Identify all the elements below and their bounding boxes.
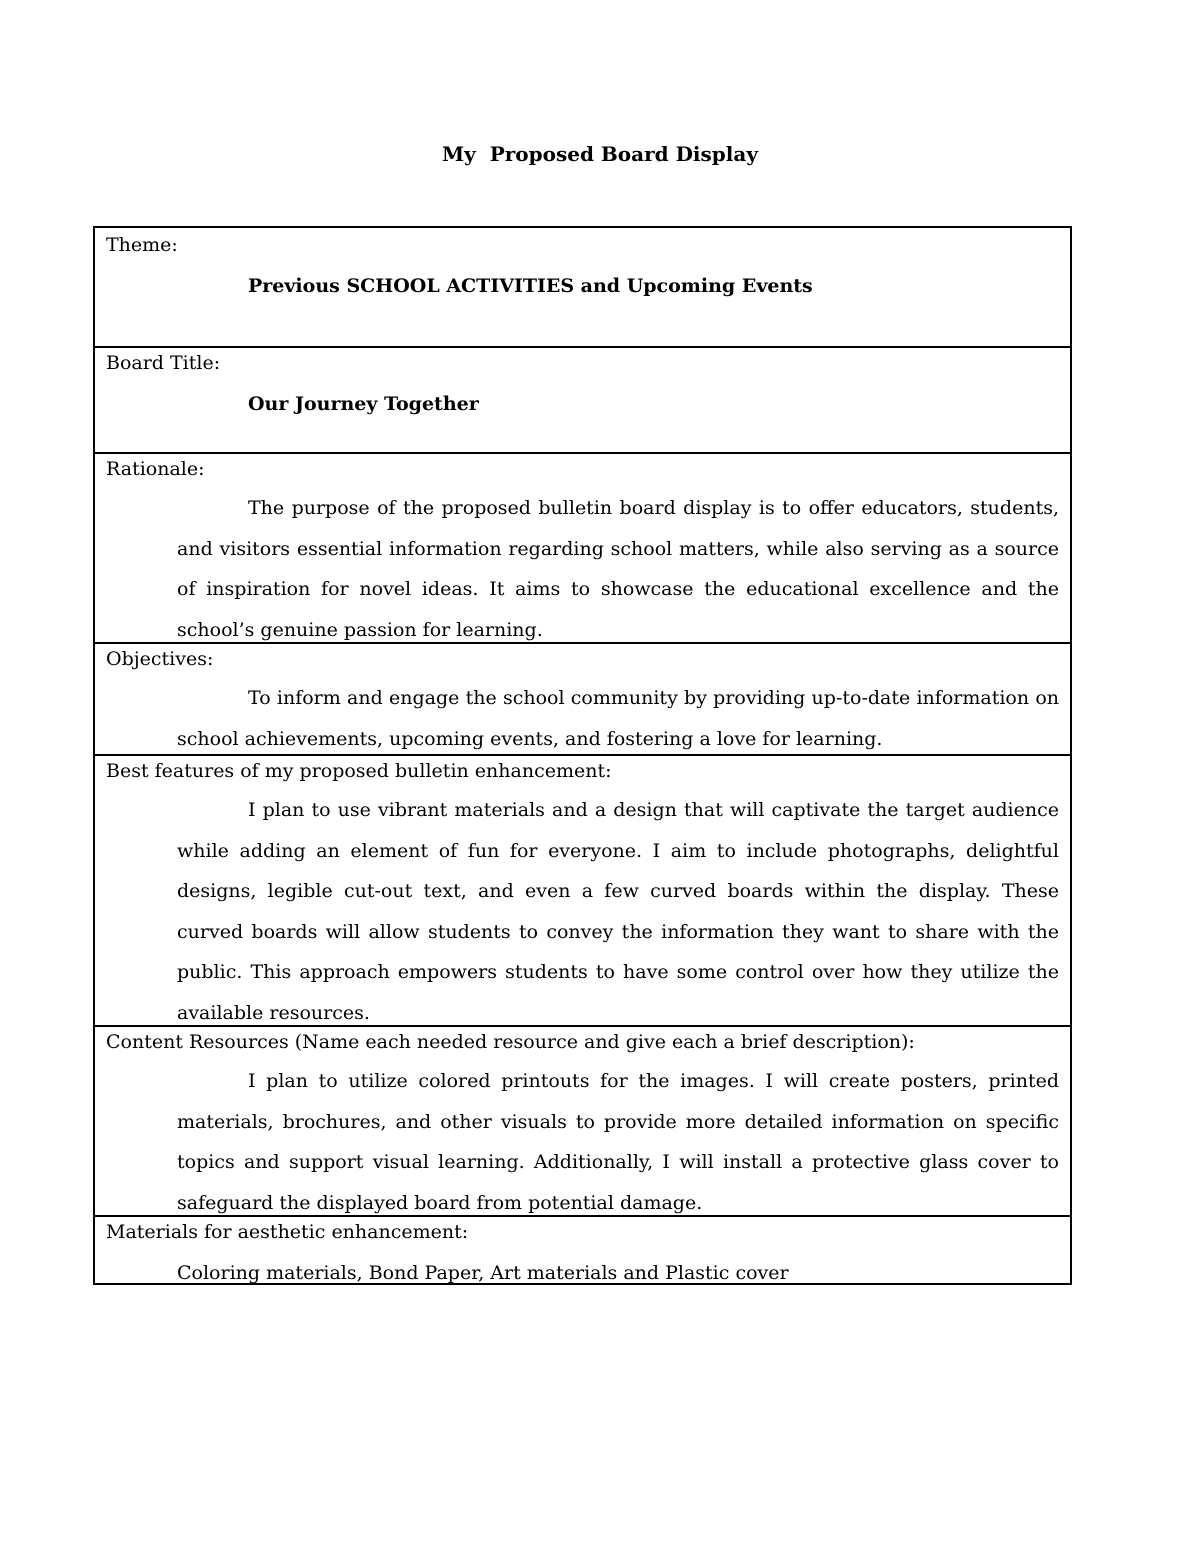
objectives-label: Objectives: <box>106 648 214 670</box>
board-title-label: Board Title: <box>106 352 221 374</box>
board-title-value: Our Journey Together <box>248 393 479 415</box>
materials-row <box>95 1217 1070 1283</box>
proposal-form-table <box>93 226 1072 1285</box>
objectives-text: To inform and engage the school community by providing up-to-date information on school achievements, upcoming events, and fostering a love for learning. <box>177 687 1059 750</box>
rationale-text: The purpose of the proposed bulletin board display is to offer educators, students, and visitors essential information regarding school matters, while also serving as a source of inspiration for novel ideas. It aims to showcase the educational excellence and the school’s genuine passion for learning. <box>177 497 1059 641</box>
theme-row <box>95 228 1070 348</box>
theme-value: Previous SCHOOL ACTIVITIES and Upcoming Events <box>248 275 813 297</box>
materials-label: Materials for aesthetic enhancement: <box>106 1221 469 1243</box>
materials-text: Coloring materials, Bond Paper, Art materials and Plastic cover <box>177 1262 789 1283</box>
best-features-text: I plan to use vibrant materials and a design that will captivate the target audience while adding an element of fun for everyone. I aim to include photographs, delightful designs, legible cut-out text, and even a few curved boards within the display. These curved boards will allow students to convey the information they want to share with the public. This approach empowers students to have some control over how they utilize the available resources. <box>177 799 1059 1024</box>
best-features-label: Best features of my proposed bulletin enhancement: <box>106 760 612 782</box>
rationale-row <box>95 454 1070 644</box>
page-title: My Proposed Board Display <box>442 142 758 166</box>
objectives-row <box>95 644 1070 756</box>
best-features-row <box>95 756 1070 1027</box>
content-resources-text: I plan to utilize colored printouts for the images. I will create posters, printed materials, brochures, and other visuals to provide more detailed information on specific topics and support visual learning. Additionally, I will install a protective glass cover to safeguard the displayed board from potential damage. <box>177 1070 1059 1214</box>
board-title-row <box>95 348 1070 454</box>
content-resources-row <box>95 1027 1070 1217</box>
theme-label: Theme: <box>106 234 178 256</box>
rationale-label: Rationale: <box>106 458 205 480</box>
content-resources-label: Content Resources (Name each needed resource and give each a brief description): <box>106 1031 915 1053</box>
